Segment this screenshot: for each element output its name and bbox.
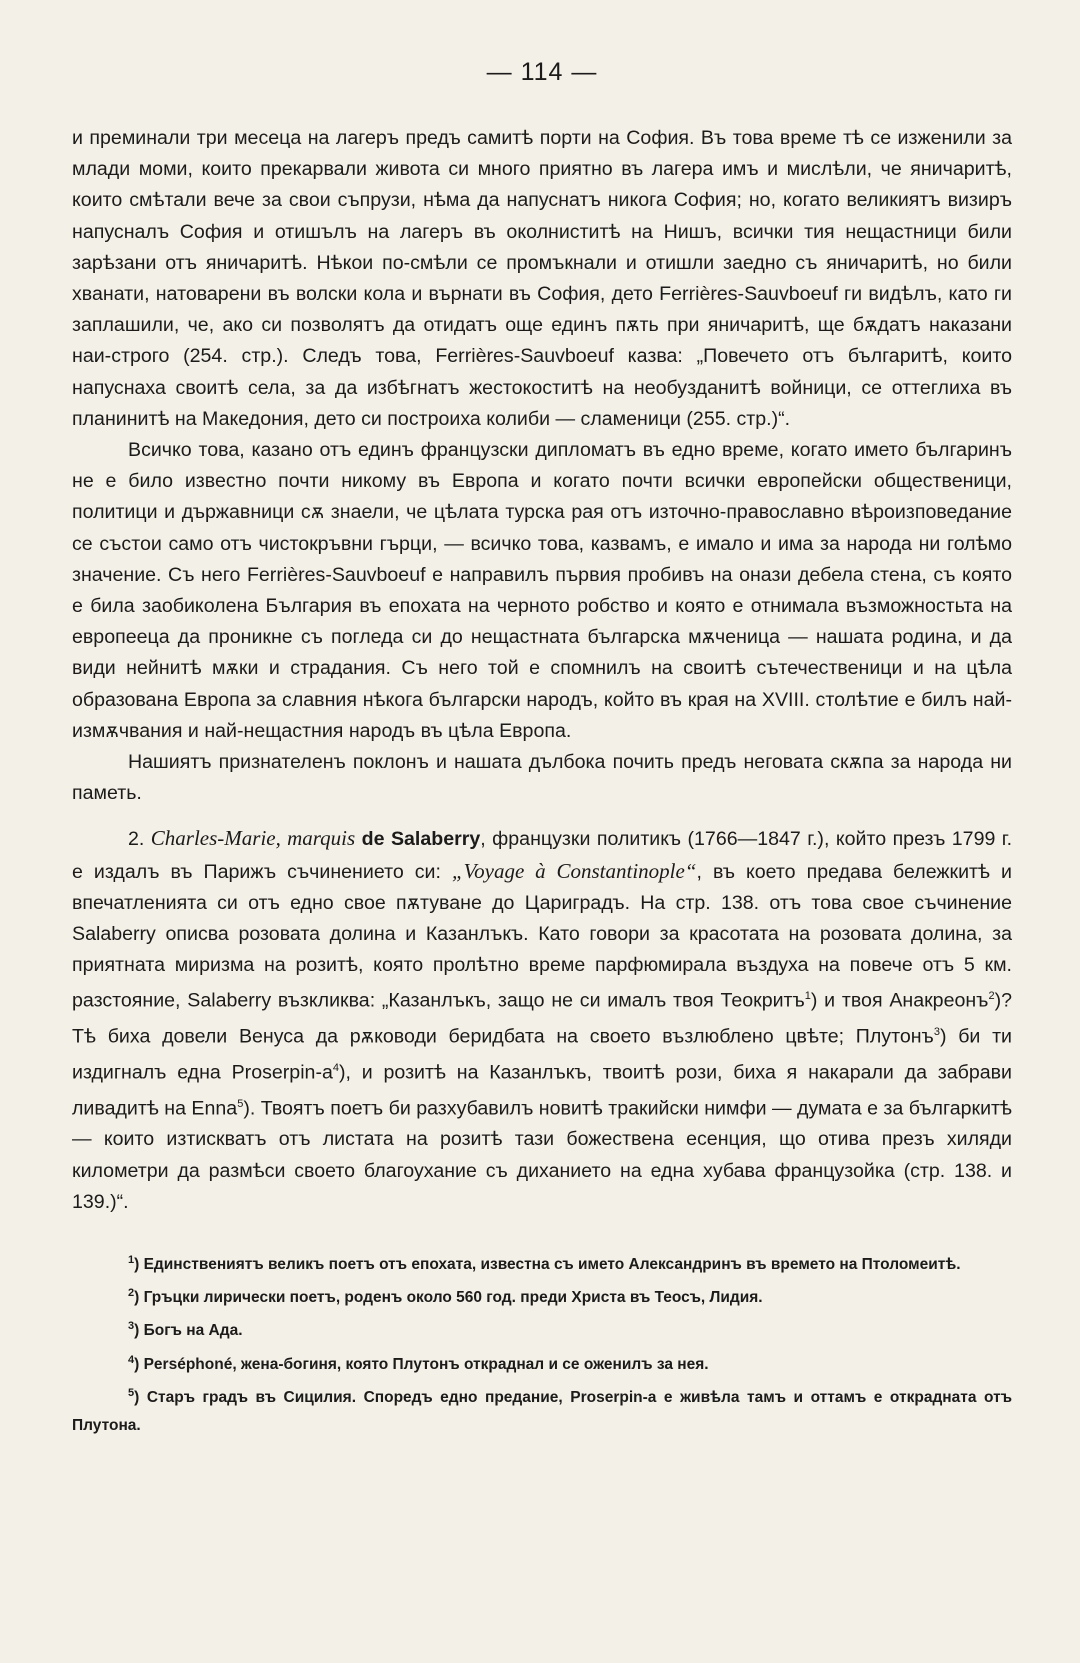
footnote-number: 1 xyxy=(128,1254,135,1267)
footnote-number: 5 xyxy=(128,1386,135,1399)
footnote xyxy=(72,1279,1012,1312)
text-run: ). Твоятъ поетъ би разхубавилъ новитѣ тракийски нимфи — думата е за българкитѣ — които изтискватъ отъ листата на розитѣ тази божествена есенция, що отива презъ хиляди километри да размѣси своето благоухание съ диханието на една хубава французойка (стр. 138. и 139.)“. xyxy=(72,1097,1012,1213)
author-name: Charles-Marie, marquis xyxy=(150,826,356,851)
paragraph: Всичко това, казано отъ единъ французски дипломатъ въ едно време, когато името българинъ не е било известно почти никому въ Европа и когато почти всички европейски общественици, политици и държавници сѫ знаели, че цѣлата турска рая отъ източно-православно вѣроизповедание се състои само отъ чистокръвни гърци, — всичко това, казвамъ, е имало и има за народа ни голѣмо значение. Съ него Ferrières-Sauvboeuf е направилъ първия пробивъ на онази дебела стена, съ която е била заобиколена България въ епохата на черното робство и която е отнимала възможностьта на европееца да проникне съ погледа си до нещастната българска мѫченица — нашата родина, и да види нейнитѣ мѫки и страдания. Съ него той е спомнилъ на своитѣ сътечественици и на цѣла образована Европа за славния нѣкога български народъ, който въ края на XVIII. столѣтие е билъ най-измѫчвания и най-нещастния народъ въ цѣла Европа. xyxy=(72,439,1012,742)
paragraph: и преминали три месеца на лагеръ предъ самитѣ порти на София. Въ това време тѣ се изженили за млади моми, които прекарвали живота си много приятно въ лагера имъ и мислѣли, че яничаритѣ, които смѣтали вече за свои съпрузи, нѣма да напуснатъ никога София; но, когато великиятъ визиръ напусналъ София и отишълъ на лагеръ въ околниститѣ на Нишъ, всички тия нещастници били зарѣзани отъ яничаритѣ. Нѣкои по-смѣли се промъкнали и отишли заедно съ яничаритѣ, но били хванати, натоварени въ волски кола и върнати въ София, дето Ferrières-Sauvboeuf ги видѣлъ, като ги заплашили, че, ако си позволятъ да отидатъ още единъ пѫть при яничаритѣ, ще бѫдатъ наказани наи-строго (254. стр.). Следъ това, Ferrières-Sauvboeuf казва: „Повечето отъ българитѣ, които напуснаха своитѣ села, за да избѣгнатъ жестокоститѣ на необузданитѣ войници, се оттеглиха въ планинитѣ на Македония, дето си построиха колиби — сламеници (255. стр.)“. xyxy=(72,127,1012,430)
footnote xyxy=(72,1346,1012,1379)
footnote-ref: 1 xyxy=(804,990,811,1003)
section-2 xyxy=(72,823,1012,1218)
text-run: )? Тѣ биха довели Венуса да рѫководи беридбата на своето възлюблено цвѣте; Плутонъ xyxy=(72,990,1012,1048)
paragraph xyxy=(72,823,1012,1218)
footnote-text: ) Perséphoné, жена-богиня, която Плутонъ откраднал и се оженилъ за нея. xyxy=(134,1355,709,1373)
footnote-number: 3 xyxy=(128,1320,135,1333)
footnote xyxy=(72,1246,1012,1279)
footnote-text: ) Гръцки лирически поетъ, роденъ около 560 год. преди Христа въ Теосъ, Лидия. xyxy=(134,1289,763,1307)
footnote xyxy=(72,1312,1012,1345)
text-run: ) би ти издигналъ една Proserpin-а xyxy=(72,1025,1013,1084)
page-number: — 114 — xyxy=(486,58,598,86)
footnote xyxy=(72,1379,1012,1440)
footnote-ref: 5 xyxy=(237,1097,244,1110)
footnote-text: ) Богъ на Ада. xyxy=(134,1322,243,1340)
footnote-text: ) Старъ градъ въ Сицилия. Споредъ едно предание, Proserpin-а е живѣла тамъ и оттамъ е открадната отъ Плутона. xyxy=(72,1388,1012,1434)
footnotes xyxy=(72,1246,1012,1440)
text-run: ) и твоя Анакреонъ xyxy=(810,990,989,1013)
work-title: „Voyage à Constantinople“ xyxy=(451,858,697,883)
text-run: , въ което предава бележкитѣ и впечатленията си отъ едно свое пѫтуване до Цариградъ. На стр. 138. отъ това свое съчинение Salaberry описва розовата долина и Казанлъкъ. Като говори за красотата на розовата долина, за приятната миризма на розитѣ, която пролѣтно време парфюмирала въздуха на повече отъ 5 км. разстояние, Salaberry възкликва: „Казанлъкъ, защо не си ималъ твоя Теокритъ xyxy=(72,860,1012,1013)
footnote-number: 4 xyxy=(128,1353,135,1366)
footnote-ref: 3 xyxy=(933,1026,940,1039)
author-surname: de Salaberry xyxy=(361,828,481,851)
paragraph: Нашиятъ признателенъ поклонъ и нашата дълбока почить предъ неговата скѫпа за народа ни паметь. xyxy=(72,751,1012,805)
text-run: ), и розитѣ на Казанлъкъ, твоитѣ рози, биха я накарали да забрави ливадитѣ на Enna xyxy=(72,1061,1013,1120)
text-run: , французки политикъ (1766—1847 г.), който презъ 1799 г. е издалъ въ Парижъ съчинението си: xyxy=(72,828,1013,883)
footnote-ref: 2 xyxy=(988,990,995,1003)
footnote-ref: 4 xyxy=(332,1061,340,1074)
footnote-number: 2 xyxy=(128,1287,135,1300)
main-text xyxy=(72,123,1012,809)
footnote-text: ) Единствениятъ великъ поетъ отъ епохата, известна съ името Александринъ въ времето на Птоломеитѣ. xyxy=(134,1256,961,1274)
section-number: 2. xyxy=(128,828,145,851)
